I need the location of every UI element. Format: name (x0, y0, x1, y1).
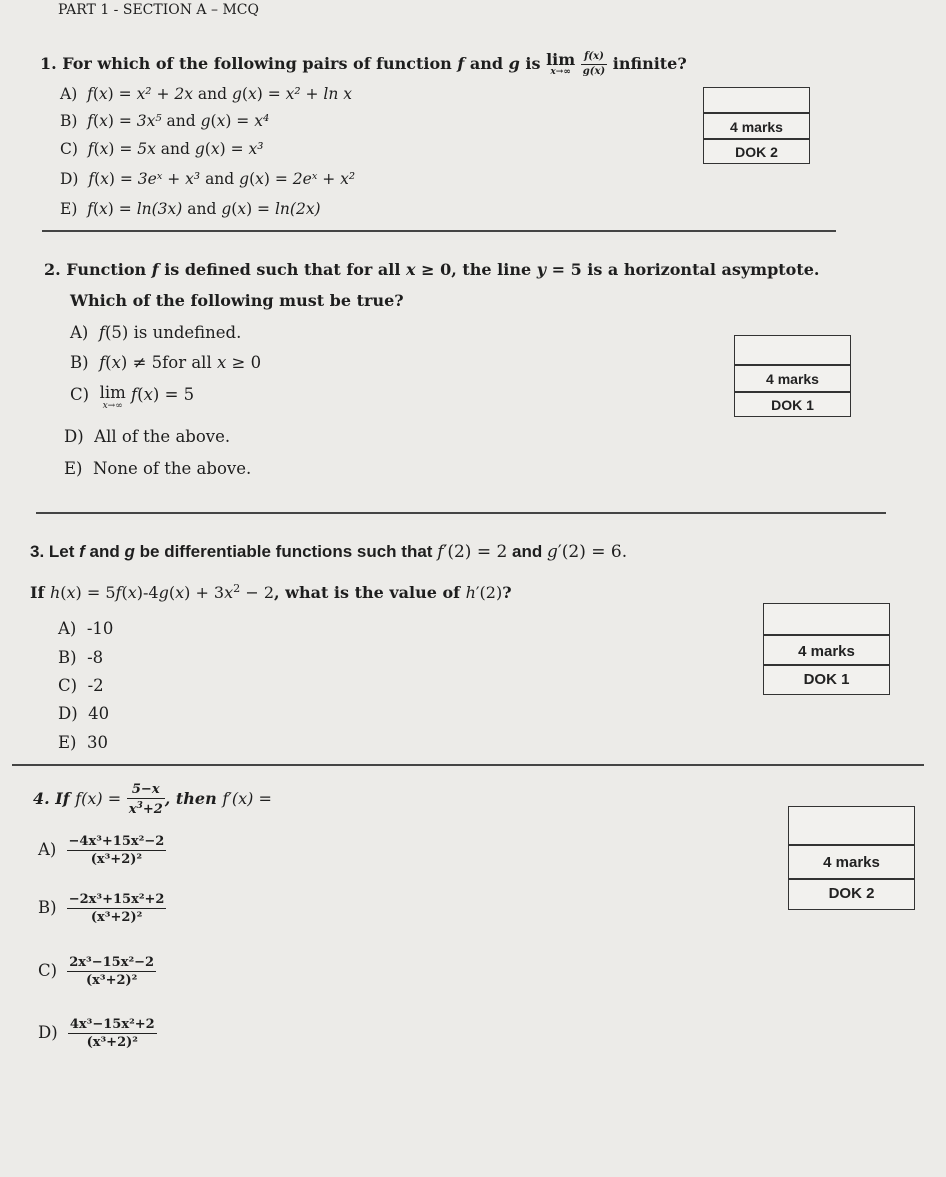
divider (36, 512, 886, 514)
question-4-option-d[interactable]: D) $\frac{\text{4x³−15x²+2}}{\text{(x³+2)²}}$ (38, 1017, 155, 1050)
divider (12, 764, 924, 766)
question-3-stem-line-1: 3. Let f and g be differentiable functions such that f′(2) = 2 and g′(2) = 6. (30, 542, 628, 562)
question-3-option-b[interactable]: B) -8 (58, 648, 104, 667)
question-2-option-d[interactable]: D) All of the above. (64, 427, 231, 446)
question-1-option-a[interactable]: A) f(x) = x² + 2x and g(x) = x² + ln x (60, 85, 353, 103)
question-3-option-a[interactable]: A) -10 (58, 619, 114, 638)
marks-label: 4 marks (823, 854, 880, 871)
question-3-option-c[interactable]: C) -2 (58, 676, 104, 695)
dok-label: DOK 1 (771, 397, 814, 413)
question-3-marks-box (763, 603, 890, 695)
section-header: PART 1 - SECTION A – MCQ (58, 2, 259, 18)
question-2-stem-line-1: 2. Function f is defined such that for all x ≥ 0, the line y = 5 is a horizontal asymptote. (44, 260, 820, 279)
question-1-option-c[interactable]: C) f(x) = 5x and g(x) = x³ (60, 140, 264, 158)
marks-label: 4 marks (730, 119, 783, 135)
question-1-option-b[interactable]: B) f(x) = 3x⁵ and g(x) = x⁴ (60, 112, 270, 130)
question-4-marks-box (788, 806, 915, 910)
question-1-stem: 1. For which of the following pairs of function f and g is lim x→∞ $\frac{f(x)}{g(x)}$ infinite? (40, 50, 687, 77)
dok-label: DOK 2 (735, 144, 778, 160)
marks-label: 4 marks (798, 643, 855, 660)
question-4-option-c[interactable]: C) $\frac{\text{2x³−15x²−2}}{\text{(x³+2)²}}$ (38, 955, 155, 988)
question-1-option-d[interactable]: D) f(x) = 3eˣ + x³ and g(x) = 2eˣ + x² (60, 170, 356, 188)
question-2-option-e[interactable]: E) None of the above. (64, 459, 252, 478)
question-4-option-b[interactable]: B) $\frac{\text{−2x³+15x²+2}}{\text{(x³+2)²}}$ (38, 892, 165, 925)
dok-label: DOK 1 (803, 671, 850, 688)
question-3-option-d[interactable]: D) 40 (58, 704, 110, 723)
question-2-option-b[interactable]: B) f(x) ≠ 5for all x ≥ 0 (70, 353, 262, 372)
question-4-option-a[interactable]: A) $\frac{\text{−4x³+15x²−2}}{\text{(x³+2)²}}$ (38, 834, 165, 867)
question-4-stem: 4. If f(x) = $\frac{5-x}{x^3+2}$ , then f′(x) = (33, 782, 272, 817)
question-2-marks-box (734, 335, 851, 417)
question-1-marks-box (703, 87, 810, 164)
divider (42, 230, 836, 232)
question-3-stem-line-2: If h(x) = 5f(x)‑4g(x) + $3x^2 - 2$, what is the value of h′(2)? (30, 582, 512, 603)
dok-label: DOK 2 (828, 885, 875, 902)
question-2-stem-line-2: Which of the following must be true? (70, 291, 404, 310)
question-2-option-a[interactable]: A) f(5) is undefined. (70, 323, 242, 342)
marks-label: 4 marks (766, 371, 819, 387)
question-3-option-e[interactable]: E) 30 (58, 733, 108, 752)
question-2-option-c[interactable]: C) lim x→∞ f(x) = 5 (70, 383, 195, 411)
question-1-option-e[interactable]: E) f(x) = ln(3x) and g(x) = ln(2x) (60, 200, 321, 218)
